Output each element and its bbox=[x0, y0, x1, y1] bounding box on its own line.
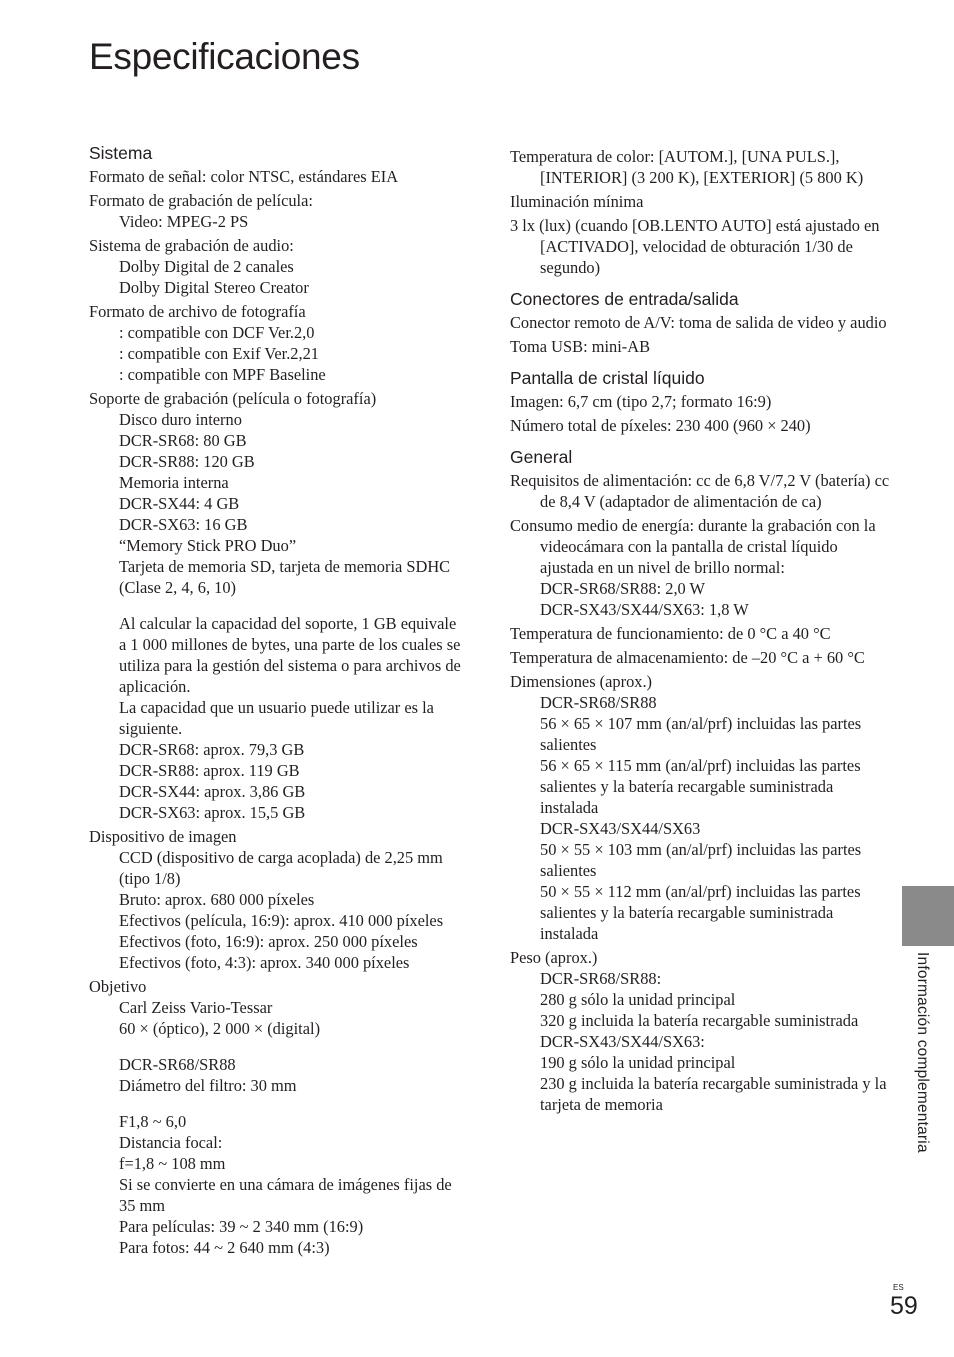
spec-value: f=1,8 ~ 108 mm bbox=[119, 1154, 226, 1173]
spec-label: Formato de grabación de película: bbox=[89, 191, 313, 210]
spec-temp-funcionamiento: Temperatura de funcionamiento: de 0 °C a 40 °C bbox=[510, 624, 831, 643]
spec-value: Efectivos (foto, 4:3): aprox. 340 000 píxeles bbox=[119, 953, 410, 972]
spec-value: Video: MPEG-2 PS bbox=[119, 212, 249, 231]
section-heading-general: General bbox=[510, 447, 573, 467]
spec-label: Sistema de grabación de audio: bbox=[89, 236, 294, 255]
spec-value: Dolby Digital de 2 canales bbox=[119, 257, 294, 276]
spec-label: Dispositivo de imagen bbox=[89, 827, 237, 846]
left-column bbox=[89, 142, 464, 1261]
spec-label: Formato de archivo de fotografía bbox=[89, 302, 306, 321]
spec-value: Carl Zeiss Vario-Tessar bbox=[119, 998, 273, 1017]
page-title: Especificaciones bbox=[89, 36, 360, 77]
spec-value: Bruto: aprox. 680 000 píxeles bbox=[119, 890, 315, 909]
spec-value: Efectivos (foto, 16:9): aprox. 250 000 píxeles bbox=[119, 932, 418, 951]
spec-value: F1,8 ~ 6,0 bbox=[119, 1112, 187, 1131]
spec-label: Consumo medio de energía: durante la grabación con la videocámara con la pantalla de cristal líquido ajustada en un nivel de brillo normal: bbox=[510, 516, 876, 577]
spec-label: Objetivo bbox=[89, 977, 147, 996]
spec-value: DCR-SX43/SX44/SX63 bbox=[540, 819, 701, 838]
spec-value: CCD (dispositivo de carga acoplada) de 2,25 mm (tipo 1/8) bbox=[119, 848, 443, 888]
spec-value: 50 × 55 × 112 mm (an/al/prf) incluidas las partes salientes y la batería recargable suministrada instalada bbox=[540, 882, 861, 943]
spec-temperatura-color: Temperatura de color: [AUTOM.], [UNA PULS.], [INTERIOR] (3 200 K), [EXTERIOR] (5 800 K) bbox=[510, 147, 864, 187]
spec-value: 56 × 65 × 115 mm (an/al/prf) incluidas las partes salientes y la batería recargable suministrada instalada bbox=[540, 756, 861, 817]
spec-value: DCR-SR68/SR88 bbox=[540, 693, 657, 712]
spec-value: DCR-SR68/SR88: 2,0 W bbox=[540, 579, 706, 598]
spec-value: DCR-SR68: 80 GB bbox=[119, 431, 247, 450]
spec-formato-pelicula bbox=[89, 190, 464, 232]
spec-value: DCR-SR88: aprox. 119 GB bbox=[119, 761, 300, 780]
spec-value: “Memory Stick PRO Duo” bbox=[119, 536, 297, 555]
spec-value: : compatible con DCF Ver.2,0 bbox=[119, 323, 315, 342]
spec-value: DCR-SX44: aprox. 3,86 GB bbox=[119, 782, 306, 801]
spec-soporte bbox=[89, 388, 464, 823]
side-tab-marker bbox=[902, 886, 954, 946]
spec-value: Disco duro interno bbox=[119, 410, 242, 429]
spec-value: DCR-SX43/SX44/SX63: bbox=[540, 1032, 705, 1051]
spec-formato-foto bbox=[89, 301, 464, 385]
section-heading-pantalla: Pantalla de cristal líquido bbox=[510, 368, 705, 388]
spec-formato-senal: Formato de señal: color NTSC, estándares EIA bbox=[89, 167, 399, 186]
spec-value: 230 g incluida la batería recargable suministrada y la tarjeta de memoria bbox=[540, 1074, 887, 1114]
spec-value: DCR-SX44: 4 GB bbox=[119, 494, 240, 513]
spec-audio bbox=[89, 235, 464, 298]
spec-value: Diámetro del filtro: 30 mm bbox=[119, 1076, 297, 1095]
spec-value: DCR-SR68/SR88 bbox=[119, 1055, 236, 1074]
spec-value: Memoria interna bbox=[119, 473, 229, 492]
spec-value: 190 g sólo la unidad principal bbox=[540, 1053, 736, 1072]
spec-value: Efectivos (película, 16:9): aprox. 410 000 píxeles bbox=[119, 911, 444, 930]
spec-label: Dimensiones (aprox.) bbox=[510, 672, 653, 691]
spec-requisitos: Requisitos de alimentación: cc de 6,8 V/7,2 V (batería) cc de 8,4 V (adaptador de alimentación de ca) bbox=[510, 471, 890, 511]
spec-value: 50 × 55 × 103 mm (an/al/prf) incluidas las partes salientes bbox=[540, 840, 862, 880]
spec-label: Peso (aprox.) bbox=[510, 948, 598, 967]
spec-pixeles: Número total de píxeles: 230 400 (960 × 240) bbox=[510, 416, 811, 435]
spec-value: DCR-SX63: 16 GB bbox=[119, 515, 248, 534]
page-language-code: ES bbox=[893, 1283, 904, 1292]
spec-value: Para películas: 39 ~ 2 340 mm (16:9) bbox=[119, 1217, 364, 1236]
spec-iluminacion-value: 3 lx (lux) (cuando [OB.LENTO AUTO] está ajustado en [ACTIVADO], velocidad de obturación 1/30 de segundo) bbox=[510, 216, 880, 277]
spec-value: Tarjeta de memoria SD, tarjeta de memoria SDHC (Clase 2, 4, 6, 10) bbox=[119, 557, 451, 597]
spec-conector-remoto: Conector remoto de A/V: toma de salida de video y audio bbox=[510, 313, 887, 332]
spec-consumo bbox=[510, 515, 890, 620]
spec-value: Si se convierte en una cámara de imágenes fijas de 35 mm bbox=[119, 1175, 452, 1215]
spec-value: 60 × (óptico), 2 000 × (digital) bbox=[119, 1019, 321, 1038]
side-tab-label: Información complementaria bbox=[914, 952, 931, 1153]
spec-value: 56 × 65 × 107 mm (an/al/prf) incluidas las partes salientes bbox=[540, 714, 862, 754]
spec-value: : compatible con Exif Ver.2,21 bbox=[119, 344, 319, 363]
spec-value: Dolby Digital Stereo Creator bbox=[119, 278, 309, 297]
section-heading-conectores: Conectores de entrada/salida bbox=[510, 289, 739, 309]
spec-toma-usb: Toma USB: mini-AB bbox=[510, 337, 651, 356]
spec-peso bbox=[510, 947, 890, 1115]
spec-label: Soporte de grabación (película o fotografía) bbox=[89, 389, 377, 408]
spec-value: 280 g sólo la unidad principal bbox=[540, 990, 736, 1009]
spec-value: : compatible con MPF Baseline bbox=[119, 365, 326, 384]
spec-temp-almacenamiento: Temperatura de almacenamiento: de –20 °C a + 60 °C bbox=[510, 648, 865, 667]
spec-value: DCR-SX63: aprox. 15,5 GB bbox=[119, 803, 306, 822]
right-column bbox=[510, 146, 890, 1118]
spec-value: DCR-SR68: aprox. 79,3 GB bbox=[119, 740, 305, 759]
spec-value: DCR-SX43/SX44/SX63: 1,8 W bbox=[540, 600, 749, 619]
section-heading-sistema: Sistema bbox=[89, 143, 153, 163]
spec-note: La capacidad que un usuario puede utilizar es la siguiente. bbox=[119, 698, 434, 738]
spec-dispositivo bbox=[89, 826, 464, 973]
spec-dimensiones bbox=[510, 671, 890, 944]
spec-note: Al calcular la capacidad del soporte, 1 GB equivale a 1 000 millones de bytes, una parte de los cuales se utiliza para la gestión del sistema o para archivos de aplicación. bbox=[119, 614, 461, 696]
spec-value: DCR-SR88: 120 GB bbox=[119, 452, 255, 471]
page-number: 59 bbox=[890, 1292, 918, 1320]
spec-imagen: Imagen: 6,7 cm (tipo 2,7; formato 16:9) bbox=[510, 392, 772, 411]
spec-value: 320 g incluida la batería recargable suministrada bbox=[540, 1011, 859, 1030]
spec-objetivo bbox=[89, 976, 464, 1258]
spec-value: DCR-SR68/SR88: bbox=[540, 969, 662, 988]
spec-iluminacion-label: Iluminación mínima bbox=[510, 192, 644, 211]
spec-value: Distancia focal: bbox=[119, 1133, 223, 1152]
spec-value: Para fotos: 44 ~ 2 640 mm (4:3) bbox=[119, 1238, 330, 1257]
